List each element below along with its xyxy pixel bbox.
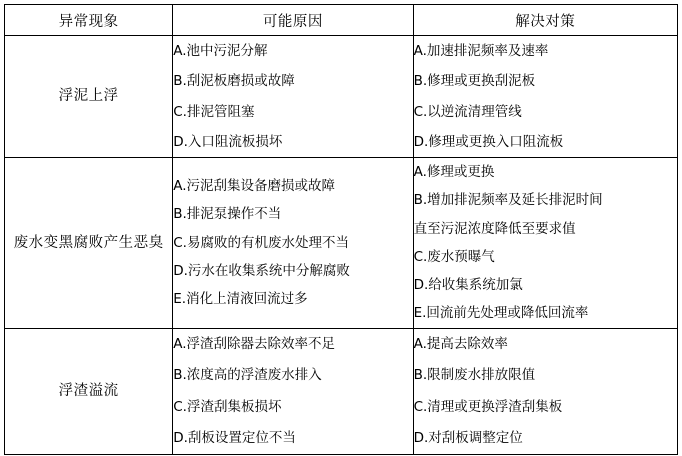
list-item: A.浮渣刮除器去除效率不足 [173, 336, 336, 352]
table-row [5, 158, 678, 329]
cell-solutions [413, 328, 677, 454]
list-item: C.易腐败的有机废水处理不当 [173, 234, 349, 251]
table-row [5, 36, 678, 158]
list-item: E.消化上清液回流过多 [173, 291, 308, 308]
cell-symptom: 浮泥上浮 [5, 36, 173, 158]
list-item: C.废水预曝气 [413, 248, 495, 265]
column-header-solution: 解决对策 [413, 5, 677, 36]
cell-causes [173, 36, 413, 158]
list-item: D.入口阻流板损坏 [173, 133, 283, 150]
column-header-symptom: 异常现象 [5, 5, 173, 36]
cell-causes [173, 158, 413, 329]
list-item: E.回流前先处理或降低回流率 [413, 305, 589, 322]
list-item: D.修理或更换入口阻流板 [413, 133, 564, 150]
list-item: D.给收集系统加氯 [413, 277, 523, 293]
troubleshooting-table [4, 4, 678, 455]
cell-solutions [413, 36, 677, 158]
list-item: C.排泥管阻塞 [173, 103, 255, 120]
list-item: B.浓度高的浮渣废水排入 [173, 367, 322, 384]
list-item: A.污泥刮集设备磨损或故障 [173, 178, 336, 195]
list-item: 直至污泥浓度降低至要求值 [413, 220, 576, 237]
list-item: A.加速排泥频率及速率 [413, 43, 549, 59]
list-item: D.污水在收集系统中分解腐败 [173, 262, 350, 279]
list-item: B.修理或更换刮泥板 [413, 73, 536, 90]
cell-causes [173, 328, 413, 454]
list-item: B.限制废水排放限值 [413, 367, 536, 384]
list-item: B.刮泥板磨损或故障 [173, 73, 295, 90]
table-header-row [5, 5, 678, 36]
cell-solutions [413, 158, 677, 329]
cell-symptom: 废水变黑腐败产生恶臭 [5, 158, 173, 329]
cell-symptom: 浮渣溢流 [5, 328, 173, 454]
list-item: D.刮板设置定位不当 [173, 429, 296, 446]
list-item: C.清理或更换浮渣刮集板 [413, 398, 563, 415]
list-item: A.提高去除效率 [413, 336, 508, 352]
list-item: A.修理或更换 [413, 164, 495, 180]
list-item: B.排泥泵操作不当 [173, 206, 282, 223]
list-item: C.浮渣刮集板损坏 [173, 398, 282, 415]
column-header-cause: 可能原因 [173, 5, 413, 36]
list-item: A.池中污泥分解 [173, 43, 268, 59]
list-item: D.对刮板调整定位 [413, 429, 523, 446]
table-row [5, 328, 678, 454]
list-item: C.以逆流清理管线 [413, 103, 522, 120]
list-item: B.增加排泥频率及延长排泥时间 [413, 192, 603, 209]
